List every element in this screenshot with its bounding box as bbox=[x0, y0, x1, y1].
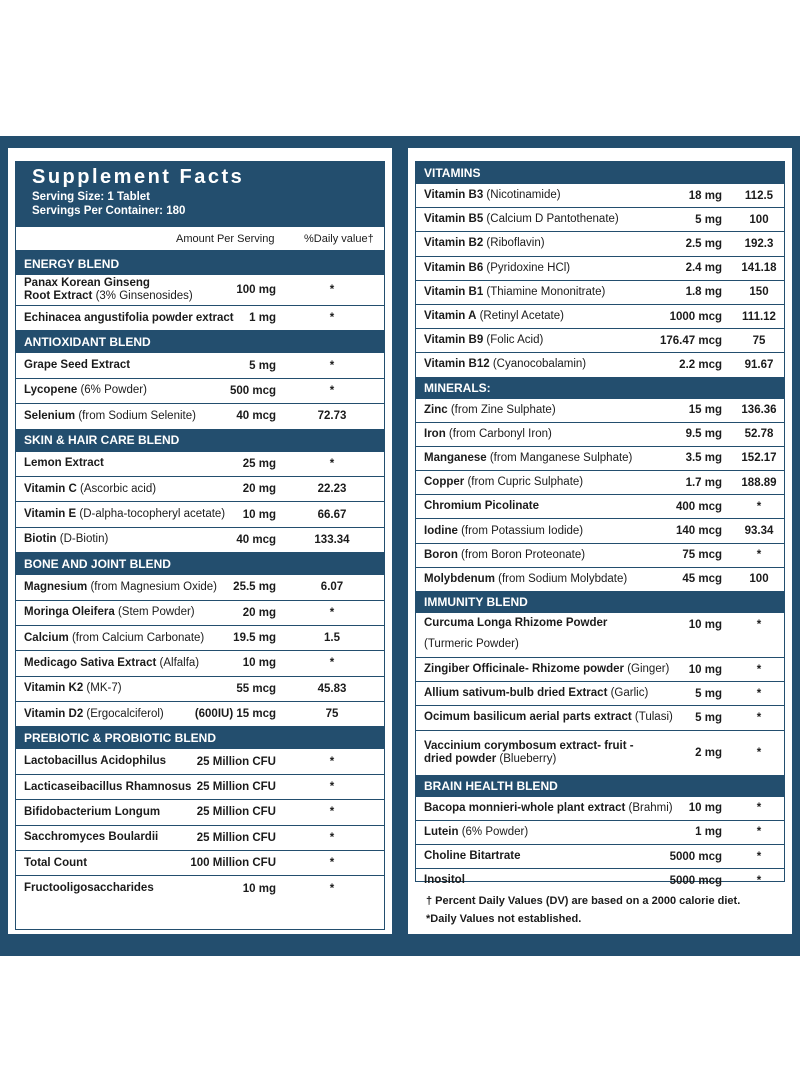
nutrient-row bbox=[16, 677, 384, 702]
daily-value: * bbox=[756, 874, 762, 887]
daily-value: 93.34 bbox=[744, 525, 774, 538]
nutrient-source: (Garlic) bbox=[607, 687, 649, 700]
daily-value: 112.5 bbox=[744, 189, 774, 202]
amount-per-serving: 176.47 mcg bbox=[659, 334, 722, 347]
daily-value: * bbox=[756, 826, 762, 839]
amount-per-serving: 20 mg bbox=[242, 606, 276, 619]
daily-value: 188.89 bbox=[741, 476, 777, 489]
nutrient-source: (Alfalfa) bbox=[156, 656, 200, 669]
nutrient-row bbox=[16, 601, 384, 626]
nutrient-row bbox=[16, 651, 384, 676]
nutrient-row bbox=[416, 544, 784, 568]
amount-per-serving: 19.5 mg bbox=[233, 632, 276, 645]
nutrient-row bbox=[16, 404, 384, 428]
nutrient-source: (Ginger) bbox=[624, 663, 670, 676]
daily-value: 150 bbox=[749, 286, 769, 299]
nutrient-name: Medicago Sativa Extract bbox=[24, 656, 157, 669]
amount-per-serving: 18 mg bbox=[688, 189, 722, 202]
nutrient-name-cell bbox=[24, 483, 156, 496]
nutrient-name: Vitamin B3 bbox=[424, 189, 484, 202]
nutrient-source: (Cyanocobalamin) bbox=[489, 358, 587, 371]
amount-per-serving: 25.5 mg bbox=[233, 581, 276, 594]
nutrient-name-cell bbox=[24, 410, 196, 423]
nutrient-name-cell bbox=[424, 549, 585, 562]
daily-value: * bbox=[329, 312, 335, 325]
daily-value: * bbox=[756, 711, 762, 724]
nutrient-source: (from Carbonyl Iron) bbox=[445, 427, 552, 440]
daily-value: * bbox=[329, 831, 335, 844]
nutrient-source: (D-alpha-tocopheryl acetate) bbox=[76, 508, 226, 521]
nutrient-source: (Ergocalciferol) bbox=[83, 707, 164, 720]
nutrient-row bbox=[16, 876, 384, 900]
nutrient-row bbox=[16, 452, 384, 477]
nutrient-name: Zingiber Officinale- Rhizome powder bbox=[424, 663, 624, 676]
nutrient-row bbox=[416, 845, 784, 869]
amount-per-serving: 100 Million CFU bbox=[190, 857, 276, 870]
nutrient-name-cell bbox=[24, 806, 160, 819]
nutrient-source: (6% Powder) bbox=[77, 384, 147, 397]
nutrient-name: Inositol bbox=[424, 874, 465, 887]
nutrient-name: Copper bbox=[424, 476, 465, 489]
nutrient-name-line2: dried powder bbox=[424, 752, 497, 765]
nutrient-row bbox=[16, 353, 384, 378]
nutrient-name-cell bbox=[424, 826, 528, 839]
nutrient-row bbox=[16, 379, 384, 404]
nutrient-name-cell bbox=[24, 508, 225, 521]
right-table-body bbox=[416, 162, 784, 892]
daily-value: 75 bbox=[752, 334, 766, 347]
amount-per-serving: 5 mg bbox=[695, 711, 722, 724]
nutrient-source: (Riboflavin) bbox=[483, 237, 545, 250]
nutrient-name-cell bbox=[424, 874, 465, 887]
nutrient-name-cell bbox=[24, 657, 199, 670]
amount-per-serving: 5000 mcg bbox=[669, 874, 722, 887]
amount-per-serving: 9.5 mg bbox=[685, 428, 722, 441]
daily-value: 75 bbox=[325, 708, 339, 721]
nutrient-row bbox=[16, 702, 384, 726]
nutrient-name: Magnesium bbox=[24, 580, 88, 593]
nutrient-name: Bifidobacterium Longum bbox=[24, 805, 161, 818]
nutrient-source: (6% Powder) bbox=[458, 825, 529, 838]
daily-value: 91.67 bbox=[744, 358, 774, 371]
amount-per-serving: 20 mg bbox=[242, 483, 276, 496]
nutrient-source: (Pyridoxine HCl) bbox=[483, 261, 571, 274]
daily-value: * bbox=[756, 619, 762, 631]
nutrient-name-cell bbox=[24, 457, 104, 470]
amount-per-serving: 400 mcg bbox=[675, 500, 722, 513]
daily-value: 52.78 bbox=[744, 428, 774, 441]
daily-value: * bbox=[329, 806, 335, 819]
nutrient-source: (from Calcium Carbonate) bbox=[68, 631, 205, 644]
nutrient-row bbox=[416, 869, 784, 892]
nutrient-name-cell bbox=[424, 687, 648, 700]
amount-per-serving: 10 mg bbox=[242, 508, 276, 521]
amount-per-serving: 2.2 mcg bbox=[679, 358, 722, 371]
nutrient-source: (Nicotinamide) bbox=[483, 189, 561, 202]
section-header: ANTIOXIDANT BLEND bbox=[16, 330, 384, 353]
nutrient-row bbox=[416, 821, 784, 845]
left-panel bbox=[8, 148, 392, 934]
nutrient-row bbox=[16, 749, 384, 774]
nutrient-row bbox=[416, 495, 784, 519]
nutrient-row bbox=[416, 568, 784, 591]
daily-value: * bbox=[756, 687, 762, 700]
daily-value: * bbox=[329, 284, 335, 296]
amount-per-serving: 45 mcg bbox=[682, 573, 722, 586]
amount-per-serving: 1 mg bbox=[695, 826, 722, 839]
nutrient-name: Iron bbox=[424, 427, 446, 440]
daily-value: 100 bbox=[749, 573, 769, 586]
nutrient-row bbox=[16, 626, 384, 651]
nutrient-name: Lemon Extract bbox=[24, 457, 104, 470]
nutrient-source: (3% Ginsenosides) bbox=[92, 290, 193, 302]
footnote-not-established: *Daily Values not established. bbox=[426, 913, 582, 925]
nutrient-name: Iodine bbox=[424, 524, 458, 537]
nutrient-source: (Retinyl Acetate) bbox=[476, 310, 564, 323]
right-panel bbox=[408, 148, 792, 934]
nutrient-name: Sacchromyces Boulardii bbox=[24, 831, 159, 844]
nutrient-name: Vitamin B2 bbox=[424, 237, 484, 250]
nutrient-source: (Thiamine Mononitrate) bbox=[483, 285, 606, 298]
daily-value: * bbox=[756, 663, 762, 676]
nutrient-name: Biotin bbox=[24, 533, 57, 546]
nutrient-name-cell bbox=[24, 384, 147, 397]
nutrient-row bbox=[416, 257, 784, 281]
nutrient-name: Zinc bbox=[424, 403, 448, 416]
nutrient-name: Ocimum basilicum aerial parts extract bbox=[424, 711, 632, 724]
nutrient-name-cell bbox=[24, 277, 193, 303]
nutrient-name-cell bbox=[424, 358, 586, 371]
section-header: PREBIOTIC & PROBIOTIC BLEND bbox=[16, 726, 384, 749]
section-header: VITAMINS bbox=[416, 162, 784, 184]
amount-per-serving: 10 mg bbox=[242, 882, 276, 895]
nutrient-name: Lycopene bbox=[24, 384, 78, 397]
nutrient-name-cell bbox=[24, 606, 195, 619]
nutrient-source: (from Potassium Iodide) bbox=[457, 524, 584, 537]
daily-value: 152.17 bbox=[741, 452, 777, 465]
nutrient-name-cell bbox=[424, 213, 619, 226]
nutrient-name: Vitamin C bbox=[24, 482, 77, 495]
nutrient-name-cell bbox=[24, 359, 130, 372]
amount-per-serving: 1000 mcg bbox=[669, 310, 722, 323]
amount-per-serving: 40 mcg bbox=[236, 533, 276, 546]
section-header: SKIN & HAIR CARE BLEND bbox=[16, 429, 384, 452]
amount-per-serving: 5 mg bbox=[695, 213, 722, 226]
daily-value: * bbox=[329, 606, 335, 619]
nutrient-row bbox=[416, 281, 784, 305]
amount-per-serving: 25 Million CFU bbox=[196, 781, 276, 794]
amount-per-serving: 5 mg bbox=[695, 687, 722, 700]
daily-value: * bbox=[329, 657, 335, 670]
nutrient-name-cell bbox=[424, 476, 583, 489]
daily-value: * bbox=[329, 882, 335, 895]
nutrient-source: (MK-7) bbox=[83, 682, 122, 695]
nutrient-name-cell bbox=[24, 533, 108, 546]
daily-value: * bbox=[329, 781, 335, 794]
nutrient-row bbox=[416, 613, 784, 658]
nutrient-source: (Stem Powder) bbox=[114, 606, 195, 619]
amount-per-serving: (600IU) 15 mcg bbox=[194, 708, 276, 721]
section-header: IMMUNITY BLEND bbox=[416, 591, 784, 613]
servings-per-container: Servings Per Container: 180 bbox=[32, 205, 186, 217]
amount-per-serving: 1.8 mg bbox=[685, 286, 722, 299]
nutrient-row bbox=[416, 305, 784, 329]
nutrient-name: Vitamin D2 bbox=[24, 707, 84, 720]
section-header: BONE AND JOINT BLEND bbox=[16, 552, 384, 575]
nutrient-name-cell bbox=[424, 617, 607, 658]
daily-value: * bbox=[756, 746, 762, 759]
nutrient-name: Calcium bbox=[24, 631, 69, 644]
nutrient-source: (Tulasi) bbox=[631, 711, 673, 724]
nutrient-source: (Folic Acid) bbox=[483, 334, 544, 347]
nutrient-name: Vitamin E bbox=[24, 508, 77, 521]
amount-per-serving: 500 mcg bbox=[229, 384, 276, 397]
amount-per-serving: 5000 mcg bbox=[669, 850, 722, 863]
nutrient-row bbox=[416, 447, 784, 471]
amount-per-serving: 55 mcg bbox=[236, 682, 276, 695]
nutrient-name-cell bbox=[424, 850, 521, 863]
nutrient-row bbox=[416, 353, 784, 376]
nutrient-name-cell bbox=[424, 334, 543, 347]
nutrient-name-cell bbox=[24, 831, 158, 844]
nutrient-name-cell bbox=[424, 189, 561, 202]
footnote-dv: † Percent Daily Values (DV) are based on a 2000 calorie diet. bbox=[426, 895, 741, 907]
amount-per-serving: 1 mg bbox=[249, 312, 276, 325]
nutrient-row bbox=[416, 471, 784, 495]
amount-per-serving: 10 mg bbox=[688, 663, 722, 676]
nutrient-name: Vitamin B12 bbox=[424, 358, 490, 371]
nutrient-source: (D-Biotin) bbox=[56, 533, 109, 546]
amount-per-serving: 75 mcg bbox=[682, 549, 722, 562]
daily-value: 72.73 bbox=[317, 410, 347, 423]
serving-size: Serving Size: 1 Tablet bbox=[32, 191, 151, 203]
daily-value: * bbox=[756, 500, 762, 513]
nutrient-name: Vitamin B9 bbox=[424, 334, 484, 347]
daily-value: 6.07 bbox=[320, 581, 344, 594]
amount-per-serving: 2.5 mg bbox=[685, 237, 722, 250]
nutrient-name: Curcuma Longa Rhizome Powder bbox=[424, 617, 608, 629]
nutrient-source: (from Magnesium Oxide) bbox=[87, 580, 217, 593]
nutrient-name-cell bbox=[424, 237, 545, 250]
daily-value: * bbox=[329, 857, 335, 870]
daily-value: * bbox=[756, 549, 762, 562]
nutrient-name: Molybdenum bbox=[424, 572, 495, 585]
nutrient-name-line2: Root Extract bbox=[24, 290, 93, 302]
nutrient-row bbox=[16, 477, 384, 502]
nutrient-name: Lutein bbox=[424, 825, 459, 838]
nutrient-name-cell bbox=[24, 781, 191, 794]
nutrient-name-cell bbox=[24, 882, 154, 895]
nutrient-name: Lacticaseibacillus Rhamnosus bbox=[24, 780, 192, 793]
nutrient-name: Vaccinium corymbosum extract- fruit - bbox=[424, 739, 634, 752]
nutrient-row bbox=[16, 306, 384, 330]
daily-value: * bbox=[756, 802, 762, 815]
nutrient-source: (Brahmi) bbox=[625, 801, 673, 814]
daily-value: 100 bbox=[749, 213, 769, 226]
daily-value: 111.12 bbox=[742, 310, 776, 323]
nutrient-source: (from Sodium Selenite) bbox=[75, 409, 196, 422]
amount-per-serving: 10 mg bbox=[242, 657, 276, 670]
nutrient-row bbox=[16, 800, 384, 825]
nutrient-row bbox=[416, 731, 784, 775]
nutrient-name: Echinacea angustifolia powder extract bbox=[24, 311, 234, 324]
nutrient-name-cell bbox=[424, 711, 673, 724]
nutrient-row bbox=[416, 329, 784, 353]
left-table-body bbox=[16, 252, 384, 901]
nutrient-name: Allium sativum-bulb dried Extract bbox=[424, 687, 608, 700]
daily-value: * bbox=[329, 384, 335, 397]
nutrient-name-cell bbox=[24, 632, 204, 645]
nutrient-name: Moringa Oleifera bbox=[24, 606, 115, 619]
amount-per-serving: 25 Million CFU bbox=[196, 831, 276, 844]
daily-value: * bbox=[329, 359, 335, 372]
nutrient-row bbox=[416, 208, 784, 232]
daily-value: 136.36 bbox=[741, 404, 777, 417]
nutrient-row bbox=[416, 232, 784, 256]
nutrient-source: (from Sodium Molybdate) bbox=[494, 572, 628, 585]
nutrient-source: (Turmeric Powder) bbox=[424, 638, 519, 650]
nutrient-name-cell bbox=[24, 755, 166, 768]
vitamins-minerals-table bbox=[415, 161, 785, 887]
amount-per-serving: 3.5 mg bbox=[685, 452, 722, 465]
daily-value-header: %Daily value† bbox=[304, 232, 374, 245]
amount-per-serving-header: Amount Per Serving bbox=[176, 232, 275, 245]
nutrient-name-cell bbox=[424, 740, 634, 766]
nutrient-source: (from Cupric Sulphate) bbox=[464, 476, 584, 489]
section-header: BRAIN HEALTH BLEND bbox=[416, 775, 784, 797]
nutrient-name-cell bbox=[424, 452, 632, 465]
daily-value: 66.67 bbox=[317, 508, 347, 521]
nutrient-name-cell bbox=[424, 500, 539, 513]
nutrient-row bbox=[416, 797, 784, 821]
daily-value: * bbox=[756, 850, 762, 863]
nutrient-name-cell bbox=[424, 802, 673, 815]
nutrient-name: Vitamin B1 bbox=[424, 285, 484, 298]
nutrient-name: Total Count bbox=[24, 856, 88, 869]
nutrient-name: Vitamin A bbox=[424, 310, 477, 323]
daily-value: 1.5 bbox=[324, 632, 340, 645]
nutrient-source: (from Manganese Sulphate) bbox=[486, 451, 633, 464]
daily-value: * bbox=[329, 457, 335, 470]
daily-value: 192.3 bbox=[744, 237, 774, 250]
amount-per-serving: 15 mg bbox=[688, 404, 722, 417]
amount-per-serving: 5 mg bbox=[249, 359, 276, 372]
nutrient-name-cell bbox=[424, 428, 552, 441]
nutrient-name: Choline Bitartrate bbox=[424, 850, 521, 863]
nutrient-row bbox=[416, 519, 784, 543]
nutrient-row bbox=[416, 682, 784, 706]
nutrient-name-cell bbox=[424, 262, 570, 275]
amount-per-serving: 2.4 mg bbox=[685, 262, 722, 275]
nutrient-source: (from Boron Proteonate) bbox=[457, 548, 586, 561]
nutrient-source: (Blueberry) bbox=[496, 752, 557, 765]
daily-value: 133.34 bbox=[314, 533, 350, 546]
amount-per-serving: 2 mg bbox=[695, 746, 722, 759]
nutrient-row bbox=[16, 775, 384, 800]
nutrient-name-cell bbox=[24, 857, 87, 870]
nutrient-name: Vitamin B5 bbox=[424, 213, 484, 226]
facts-header bbox=[16, 162, 384, 227]
amount-per-serving: 40 mcg bbox=[236, 410, 276, 423]
nutrient-source: (from Zine Sulphate) bbox=[447, 403, 556, 416]
nutrient-row bbox=[16, 575, 384, 600]
nutrient-row bbox=[16, 275, 384, 306]
nutrient-row bbox=[416, 184, 784, 208]
amount-per-serving: 25 Million CFU bbox=[196, 806, 276, 819]
nutrient-name: Grape Seed Extract bbox=[24, 359, 131, 372]
nutrient-name-cell bbox=[424, 663, 669, 676]
column-header-row bbox=[16, 227, 384, 252]
nutrient-name: Panax Korean Ginseng bbox=[24, 277, 150, 289]
nutrient-name: Bacopa monnieri-whole plant extract bbox=[424, 801, 626, 814]
nutrient-name-cell bbox=[424, 573, 627, 586]
nutrient-name: Selenium bbox=[24, 409, 76, 422]
facts-title: Supplement Facts bbox=[32, 166, 245, 188]
amount-per-serving: 140 mcg bbox=[675, 525, 722, 538]
nutrient-source: (Calcium D Pantothenate) bbox=[483, 213, 619, 226]
amount-per-serving: 100 mg bbox=[236, 284, 276, 296]
section-header: ENERGY BLEND bbox=[16, 252, 384, 275]
nutrient-row bbox=[416, 423, 784, 447]
daily-value: 141.18 bbox=[741, 262, 777, 275]
nutrient-name-cell bbox=[424, 310, 564, 323]
nutrient-name: Fructooligosaccharides bbox=[24, 882, 154, 895]
amount-per-serving: 25 Million CFU bbox=[196, 755, 276, 768]
nutrient-name-cell bbox=[424, 404, 556, 417]
nutrient-name: Vitamin K2 bbox=[24, 682, 84, 695]
nutrient-name: Manganese bbox=[424, 451, 487, 464]
nutrient-name: Vitamin B6 bbox=[424, 261, 484, 274]
nutrient-source: (Ascorbic acid) bbox=[76, 482, 157, 495]
nutrient-row bbox=[416, 399, 784, 423]
amount-per-serving: 1.7 mg bbox=[685, 476, 722, 489]
nutrient-name-cell bbox=[24, 581, 217, 594]
daily-value: * bbox=[329, 755, 335, 768]
nutrient-name-cell bbox=[424, 525, 583, 538]
nutrient-name-cell bbox=[24, 312, 234, 325]
daily-value: 45.83 bbox=[317, 682, 347, 695]
nutrient-name: Chromium Picolinate bbox=[424, 500, 540, 513]
nutrient-name-cell bbox=[424, 286, 605, 299]
nutrient-name-cell bbox=[24, 682, 122, 695]
amount-per-serving: 10 mg bbox=[688, 619, 722, 631]
nutrient-row bbox=[416, 658, 784, 682]
supplement-facts-table bbox=[15, 161, 385, 930]
amount-per-serving: 10 mg bbox=[688, 802, 722, 815]
nutrient-row bbox=[16, 826, 384, 851]
amount-per-serving: 25 mg bbox=[242, 457, 276, 470]
section-header: MINERALS: bbox=[416, 377, 784, 399]
nutrient-name: Lactobacillus Acidophilus bbox=[24, 755, 167, 768]
nutrient-row bbox=[16, 851, 384, 876]
nutrient-row bbox=[16, 528, 384, 552]
nutrient-row bbox=[416, 706, 784, 730]
daily-value: 22.23 bbox=[317, 483, 347, 496]
nutrient-row bbox=[16, 502, 384, 527]
nutrient-name: Boron bbox=[424, 548, 458, 561]
nutrient-name-cell bbox=[24, 708, 164, 721]
